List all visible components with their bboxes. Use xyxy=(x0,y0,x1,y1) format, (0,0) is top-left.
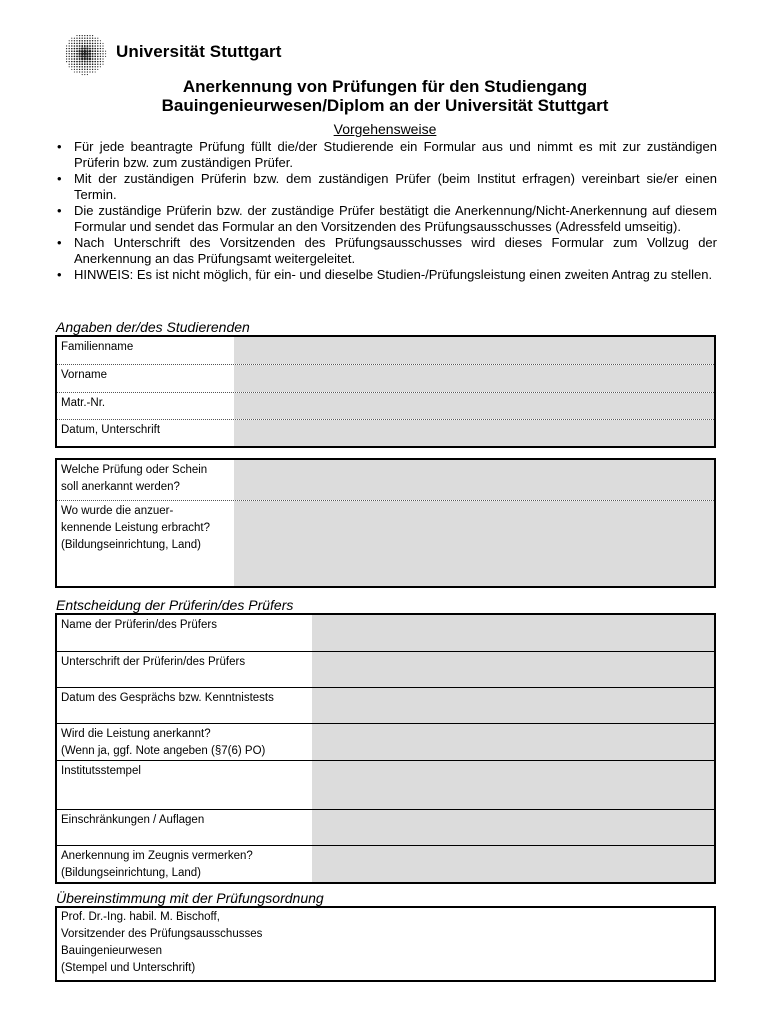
university-name: Universität Stuttgart xyxy=(116,42,282,61)
examiner-signature-input[interactable] xyxy=(312,652,714,687)
field-label: Matr.-Nr. xyxy=(61,397,106,409)
procedure-item: • Die zuständige Prüferin bzw. der zuständige Prüfer bestätigt die Anerkennung/Nicht-Anerkennung auf diesem Formular und sendet das Formular an den Vorsitzenden des Prüfungsausschusses (Adressfeld umseitig). xyxy=(55,203,717,235)
field-date-signature xyxy=(57,420,714,446)
examiner-section-heading: Entscheidung der Prüferin/des Prüfers xyxy=(56,597,294,613)
procedure-item: • Für jede beantragte Prüfung füllt die/der Studierende ein Formular aus und nimmt es mit zur zuständigen Prüferin bzw. zum zuständigen Prüfer. xyxy=(55,139,717,171)
field-label: Welche Prüfung oder Schein soll anerkannt werden? xyxy=(61,464,208,493)
field-institute-stamp xyxy=(57,761,714,809)
procedure-heading: Vorgehensweise xyxy=(333,121,437,137)
where-achieved-input[interactable] xyxy=(234,501,714,586)
field-restrictions xyxy=(57,810,714,845)
field-label: Unterschrift der Prüferin/des Prüfers xyxy=(61,656,246,668)
matriculation-number-input[interactable] xyxy=(234,393,714,419)
field-certificate-note xyxy=(57,846,714,882)
field-examiner-name xyxy=(57,615,714,651)
field-label: Datum, Unterschrift xyxy=(61,424,161,436)
field-exam-to-recognize xyxy=(57,460,714,500)
field-label: Familienname xyxy=(61,341,134,353)
certificate-note-input[interactable] xyxy=(312,846,714,882)
discussion-date-input[interactable] xyxy=(312,688,714,723)
first-name-input[interactable] xyxy=(234,365,714,392)
examiner-decision-table xyxy=(55,613,716,884)
student-details-table xyxy=(55,335,716,448)
field-label: Einschränkungen / Auflagen xyxy=(61,814,205,826)
examiner-name-input[interactable] xyxy=(312,615,714,651)
field-label: Wo wurde die anzuer- kennende Leistung erbracht? (Bildungseinrichtung, Land) xyxy=(61,505,210,551)
exam-details-table xyxy=(55,458,716,588)
procedure-item: • Nach Unterschrift des Vorsitzenden des Prüfungsausschusses wird dieses Formular zum Vollzug der Anerkennung an das Prüfungsamt weitergeleitet. xyxy=(55,235,717,267)
surname-input[interactable] xyxy=(234,337,714,364)
form-title-line2: Bauingenieurwesen/Diplom an der Universität Stuttgart xyxy=(161,96,609,115)
field-label: Institutsstempel xyxy=(61,765,141,777)
procedure-item: • HINWEIS: Es ist nicht möglich, für ein- und dieselbe Studien-/Prüfungsleistung einen zweiten Antrag zu stellen. xyxy=(55,267,717,283)
conformity-section-heading: Übereinstimmung mit der Prüfungsordnung xyxy=(56,890,324,906)
date-signature-input[interactable] xyxy=(234,420,714,446)
recognized-input[interactable] xyxy=(312,724,714,760)
field-label: Name der Prüferin/des Prüfers xyxy=(61,619,217,631)
procedure-list xyxy=(55,139,717,283)
field-label: Datum des Gesprächs bzw. Kenntnistests xyxy=(61,692,274,704)
restrictions-input[interactable] xyxy=(312,810,714,845)
student-section-heading: Angaben der/des Studierenden xyxy=(56,319,250,335)
field-matriculation-number xyxy=(57,393,714,419)
chair-signature-block: Prof. Dr.-Ing. habil. M. Bischoff, Vorsitzender des Prüfungsausschusses Bauingenieurwesen (Stempel und Unterschrift) xyxy=(61,911,263,974)
dot-grid-logo-icon xyxy=(63,32,107,76)
field-label: Vorname xyxy=(61,369,108,381)
field-label: Wird die Leistung anerkannt? (Wenn ja, ggf. Note angeben (§7(6) PO) xyxy=(61,728,266,757)
field-recognized xyxy=(57,724,714,760)
conformity-box xyxy=(55,906,716,982)
field-examiner-signature xyxy=(57,652,714,687)
exam-to-recognize-input[interactable] xyxy=(234,460,714,500)
field-where-achieved xyxy=(57,501,714,586)
field-first-name xyxy=(57,365,714,392)
field-discussion-date xyxy=(57,688,714,723)
field-surname xyxy=(57,337,714,364)
form-title-line1: Anerkennung von Prüfungen für den Studiengang xyxy=(182,77,588,96)
field-label: Anerkennung im Zeugnis vermerken? (Bildungseinrichtung, Land) xyxy=(61,850,253,879)
procedure-item: • Mit der zuständigen Prüferin bzw. dem zuständigen Prüfer (beim Institut erfragen) vereinbart sie/er einen Termin. xyxy=(55,171,717,203)
institute-stamp-input[interactable] xyxy=(312,761,714,809)
